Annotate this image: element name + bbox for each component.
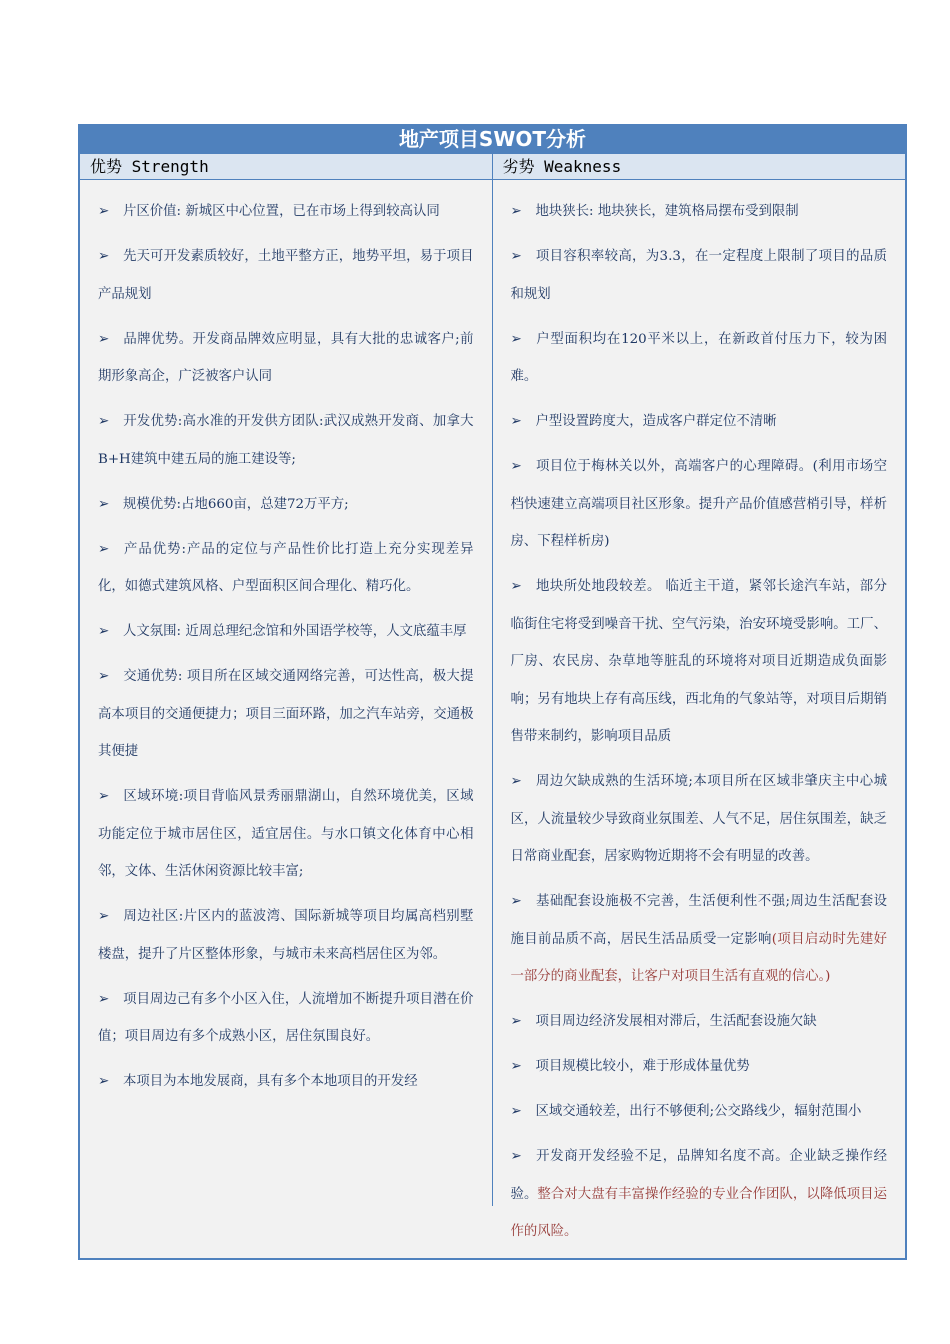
arrow-bullet-icon: ➢	[98, 541, 110, 557]
strength-item-text: 人文氛围: 近周总理纪念馆和外国语学校等，人文底蕴丰厚	[123, 624, 467, 639]
strength-item	[98, 778, 474, 891]
arrow-bullet-icon: ➢	[98, 669, 110, 684]
weakness-item-note: (项目启动时先建好一部分的商业配套，让客户对项目生活有直观的信心。)	[510, 931, 887, 984]
weakness-header: 劣势 Weakness	[502, 157, 622, 176]
strength-item	[98, 193, 474, 231]
strength-item-text: 规模优势:占地660亩，总建72万平方;	[123, 496, 349, 512]
weakness-item-text: 项目规模比较小，难于形成体量优势	[535, 1059, 750, 1074]
strength-item-text: 开发优势:高水准的开发供方团队:武汉成熟开发商、加拿大B+H建筑中建五局的施工建设等;	[98, 414, 474, 467]
weakness-item	[511, 883, 888, 996]
weakness-item-text: 地块所处地段较差。 临近主干道，紧邻长途汽车站，部分临街住宅将受到噪音干扰、空气污染，治安环境受影响。工厂、厂房、农民房、杂草地等脏乱的环境将对项目近期造成负面影响；另有地块上存有高压线，西北角的气象站等，对项目后期销售带来制约，影响项目品质	[510, 579, 887, 744]
weakness-item-text: 户型设置跨度大，造成客户群定位不清晰	[535, 414, 777, 429]
weakness-item-text: 基础配套设施极不完善，生活便利性不强;周边生活配套设施目前品质不高，居民生活品质受一定影响	[510, 894, 887, 947]
strength-item	[98, 981, 474, 1056]
weakness-item-text: 户型面积均在120平米以上，在新政首付压力下，较为困难。	[510, 331, 887, 384]
arrow-bullet-icon: ➢	[510, 579, 522, 594]
weakness-item	[511, 1093, 888, 1131]
strength-item-text: 品牌优势。开发商品牌效应明显，具有大批的忠诚客户;前期形象高企，广泛被客户认同	[98, 331, 474, 384]
arrow-bullet-icon: ➢	[510, 774, 522, 789]
weakness-item	[511, 1048, 888, 1086]
strength-item-text: 片区价值: 新城区中心位置，已在市场上得到较高认同	[123, 204, 440, 219]
weakness-item-text: 项目容积率较高，为3.3，在一定程度上限制了项目的品质和规划	[510, 249, 887, 302]
weakness-item	[511, 321, 888, 396]
weakness-item	[511, 1003, 888, 1041]
arrow-bullet-icon: ➢	[510, 1014, 522, 1029]
strength-item-text: 交通优势: 项目所在区域交通网络完善，可达性高，极大提高本项目的交通便捷力；项目三面环路，加之汽车站旁，交通极其便捷	[98, 669, 474, 759]
arrow-bullet-icon: ➢	[98, 496, 110, 512]
strength-item	[98, 1063, 474, 1101]
arrow-bullet-icon: ➢	[510, 1149, 522, 1164]
arrow-bullet-icon: ➢	[98, 331, 110, 347]
strength-item-text: 周边社区:片区内的蓝波湾、国际新城等项目均属高档别墅楼盘，提升了片区整体形象，与城市未来高档居住区为邻。	[98, 909, 474, 962]
weakness-item-text: 区域交通较差，出行不够便利;公交路线少，辐射范围小	[535, 1104, 862, 1119]
arrow-bullet-icon: ➢	[98, 414, 110, 429]
weakness-item	[511, 1138, 888, 1251]
strength-item-text: 本项目为本地发展商，具有多个本地项目的开发经	[123, 1074, 418, 1089]
arrow-bullet-icon: ➢	[510, 249, 522, 264]
arrow-bullet-icon: ➢	[510, 414, 522, 429]
arrow-bullet-icon: ➢	[510, 331, 522, 347]
weakness-item	[511, 238, 888, 313]
strength-item	[98, 486, 474, 524]
strength-header: 优势 Strength	[80, 154, 493, 179]
arrow-bullet-icon: ➢	[98, 991, 110, 1007]
weakness-item-text: 地块狭长: 地块狭长，建筑格局摆布受到限制	[535, 204, 799, 219]
weakness-item-note: 整合对大盘有丰富操作经验的专业合作团队，以降低项目运作的风险。	[510, 1186, 888, 1239]
weakness-item-text: 项目位于梅林关以外，高端客户的心理障碍。(利用市场空档快速建立高端项目社区形象。提升产品价值感营梢引导，样析房、下程样析房)	[510, 459, 887, 549]
strength-item-text: 先天可开发素质较好，土地平整方正，地势平坦，易于项目产品规划	[98, 249, 474, 302]
arrow-bullet-icon: ➢	[98, 249, 110, 264]
arrow-bullet-icon: ➢	[98, 1074, 110, 1089]
strength-item	[98, 403, 474, 478]
weakness-item-text: 项目周边经济发展相对滞后，生活配套设施欠缺	[535, 1014, 817, 1029]
swot-table	[78, 124, 907, 1260]
weakness-item	[511, 568, 888, 756]
arrow-bullet-icon: ➢	[98, 789, 110, 804]
header-row	[80, 153, 905, 180]
weakness-item	[511, 763, 888, 876]
strength-item	[98, 658, 474, 771]
strength-item-text: 区域环境:项目背临风景秀丽鼎湖山，自然环境优美，区域功能定位于城市居住区，适宜居住。与水口镇文化体育中心相邻，文体、生活休闲资源比较丰富;	[98, 789, 474, 879]
strength-item	[98, 613, 474, 651]
arrow-bullet-icon: ➢	[510, 1104, 522, 1119]
weakness-item	[511, 193, 888, 231]
weakness-item	[511, 448, 888, 561]
strength-item	[98, 238, 474, 313]
weakness-item-text: 周边欠缺成熟的生活环境;本项目所在区域非肇庆主中心城区，人流量较少导致商业氛围差、人气不足，居住氛围差，缺乏日常商业配套，居家购物近期将不会有明显的改善。	[510, 774, 887, 864]
table-title: 地产项目SWOT分析	[80, 126, 905, 153]
arrow-bullet-icon: ➢	[98, 624, 110, 639]
arrow-bullet-icon: ➢	[510, 1059, 522, 1074]
arrow-bullet-icon: ➢	[98, 204, 110, 219]
strength-item	[98, 531, 474, 606]
weakness-column	[493, 180, 906, 1258]
weakness-item-text: 开发商开发经验不足，品牌知名度不高。企业缺乏操作经验。	[510, 1149, 887, 1202]
strength-column	[80, 180, 493, 1206]
strength-item-text: 产品优势:产品的定位与产品性价比打造上充分实现差异化，如德式建筑风格、户型面积区间合理化、精巧化。	[98, 541, 474, 594]
arrow-bullet-icon: ➢	[510, 459, 522, 474]
strength-item-text: 项目周边己有多个小区入住，人流增加不断提升项目潜在价值；项目周边有多个成熟小区，居住氛围良好。	[98, 991, 474, 1044]
body-row	[80, 180, 905, 1258]
arrow-bullet-icon: ➢	[98, 909, 110, 924]
weakness-item	[511, 403, 888, 441]
strength-item	[98, 898, 474, 973]
arrow-bullet-icon: ➢	[510, 204, 522, 219]
arrow-bullet-icon: ➢	[510, 894, 522, 909]
strength-item	[98, 321, 474, 396]
